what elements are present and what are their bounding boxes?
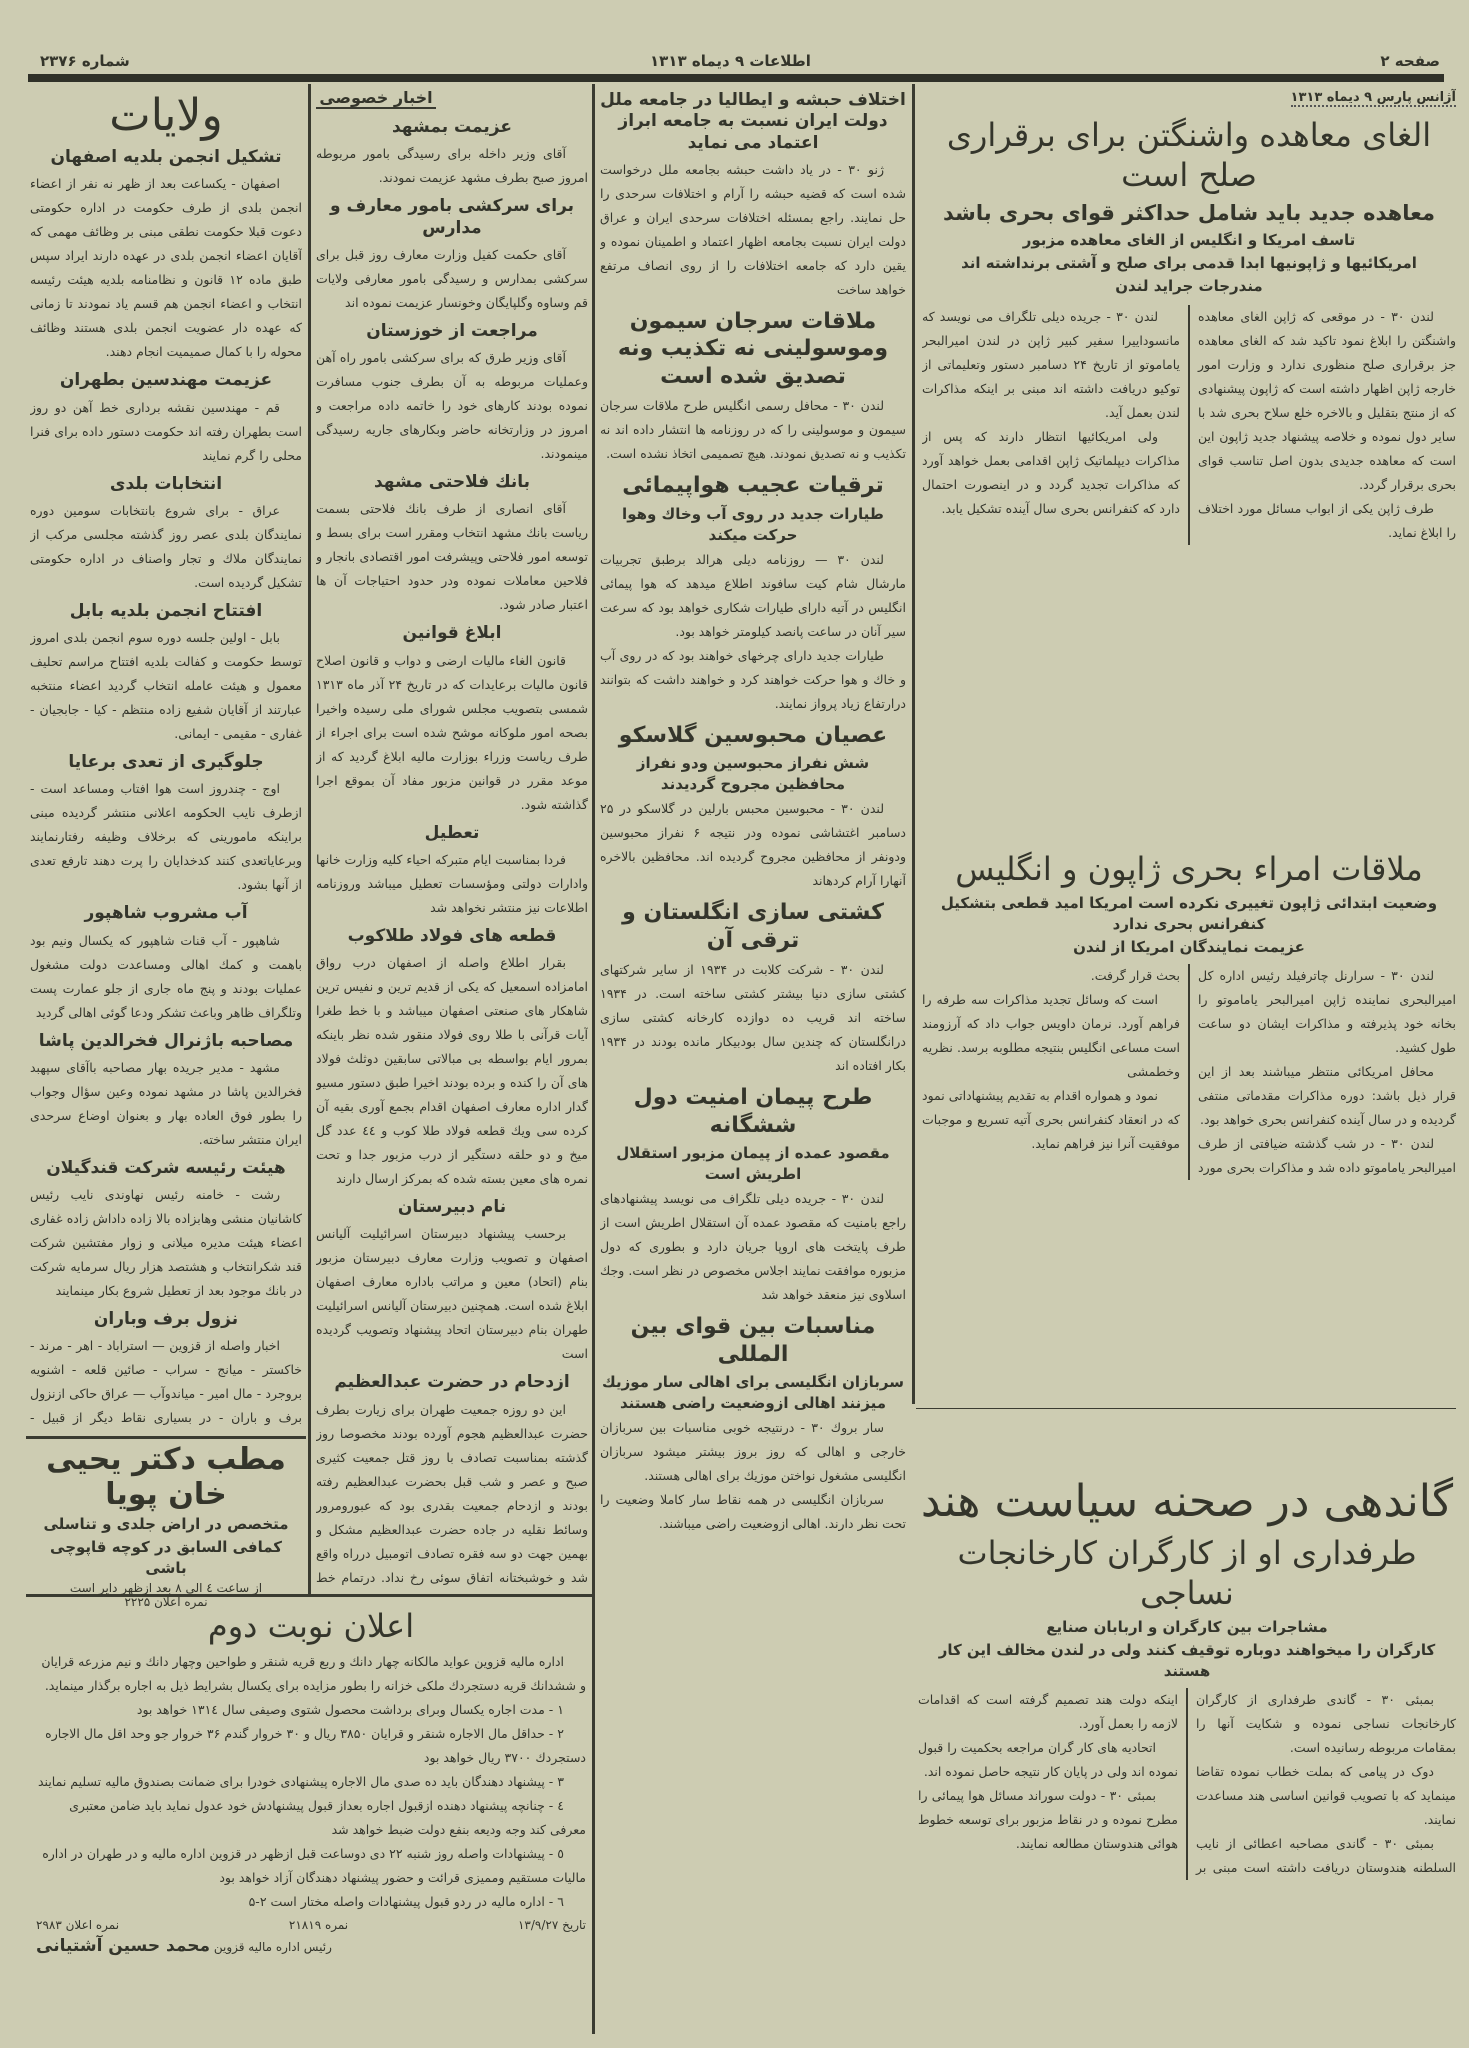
doctor-advertisement <box>30 1442 302 1609</box>
item-title: مصاحبه باژنرال فخرالدین پاشا <box>38 1030 294 1051</box>
news-item <box>30 601 302 746</box>
item-title: انتخابات بلدی <box>109 473 223 494</box>
item-title: عزیمت مهندسین بطهران <box>59 370 273 391</box>
signer-role: رئیس اداره مالیه قزوین <box>213 1940 332 1954</box>
item-title: ازدحام در حضرت عبدالعظیم <box>334 1372 570 1393</box>
headline: ملاقات امراء بحری ژاپون و انگلیس <box>955 850 1423 888</box>
paragraph: سار بروك ۳۰ - درنتیجه خوبی مناسبات بین سربازان خارجی و اهالی که روز بروز بیشتر میشود سربازان انگلیسی مشغول نواختن موزیك برای اهالی هستند. <box>600 1420 906 1484</box>
news-item <box>316 1372 588 1590</box>
news-article <box>600 308 906 467</box>
notice-item: ۳ - پیشنهاد دهندگان باید ده صدی مال الاجاره پیشنهادی خودرا برای ضمانت بصندوق مالیه تسلیم نمایند <box>37 1774 564 1789</box>
masthead <box>30 52 1440 74</box>
news-article <box>600 472 906 716</box>
headline: ملاقات سرجان سیمون وموسولینی نه تکذیب ونه تصدیق شده است <box>617 308 889 389</box>
paragraph: ژنو ۳۰ - در یاد داشت حبشه بجامعه ملل درخواست شده است که قضیه حبشه را آرام و اختلافات سرحدی را حل نمایند. راجع بمسئله اختلافات سرحدی ایران و عراق دولت ایران نسبت بجامعه اظهار اعتماد و اطمینان نموده و یقین دارد که جامعه اختلافات را از روی انصاف مرتفع خواهد ساخت <box>600 161 906 297</box>
paragraph: دوک در پیامی که بملت خطاب نموده تقاضا مینماید که با تصویب قوانین اساسی هند مساعدت نمایند. <box>1196 1764 1456 1827</box>
subheadline: وضعیت ابتدائی ژاپون تغییری نکرده است امریکا امید قطعی بتشکیل کنفرانس بحری ندارد <box>940 894 1438 933</box>
news-item <box>316 472 588 617</box>
item-text: اخبار واصله از قزوین — استراباد - اهر - مرند - خاکستر - میانج - سراب - صائین قلعه - اشنویه بروجرد - مال امیر - میاندوآب — عراق حاکی ازنزول برف و باران - در بسیاری نقاط دیگر از قبیل - <box>30 1338 302 1426</box>
paragraph: سربازان انگلیسی در همه نقاط سار کاملا وضعیت را تحت نظر دارند. اهالی ازوضعیت راضی میباشند. <box>600 1492 906 1532</box>
item-title: تشکیل انجمن بلدیه اصفهان <box>50 147 282 167</box>
signer-name: محمد حسین آشتیانی <box>36 1936 211 1956</box>
column-divider <box>308 84 311 1594</box>
paragraph: لندن ۳۰ - محبوسین محبس بارلین در گلاسکو در ۲۵ دسامبر اغتشاشی نموده ودر نتیجه ۶ نفراز محبوسین ودونفر از محافظین مجروح گردیده اند. محافظین بالاخره آنهارا آرام کردهاند <box>600 801 906 889</box>
paragraph: لندن ۳۰ - سرارنل چاترفیلد رئیس اداره کل امیرالبحری نماینده ژاپن امیرالبحر یاماموتو را بخانه خود پذیرفته و مذاکرات ایشان دو ساعت طول کشید. <box>1198 968 1456 1055</box>
headline: الغای معاهده واشنگتن برای برقراری صلح است <box>946 116 1432 194</box>
item-title: آب مشروب شاهپور <box>84 903 248 924</box>
news-item <box>316 196 588 315</box>
item-text: آقای وزیر داخله برای رسیدگی بامور مربوطه امروز صبح بطرف مشهد عزیمت نمودند. <box>316 146 588 186</box>
news-article <box>600 1084 906 1307</box>
column-divider <box>912 84 915 1404</box>
paragraph: بمبئی ۳۰ - گاندی مصاحبه اعطائی از نایب السلطنه هندوستان دریافت داشته است مبنی بر اینکه دولت هند تصمیم گرفته است که اقدامات لازمه را بعمل آورد. <box>918 1692 1456 1875</box>
item-text: عراق - برای شروع بانتخابات سومین دوره نمایندگان بلدی عصر روز گذشته مجلسی مرکب از نمایندگان ملاك و تجار واصناف در اداره حکومتی تشکیل گردیده است. <box>30 502 302 590</box>
notice-intro: اداره مالیه قزوین عواید مالکانه چهار دانك و ربع قریه شنقر و طواحین وچهار دانك و نیم مزرعه قرایان و ششدانك قریه دستجردك ملکی خزانه را بطور مزایده برای یکسال بشرایط ذیل به اجاره برگذار مینماید. <box>41 1654 586 1693</box>
article-naval-meeting <box>922 845 1456 1403</box>
headline: گاندهی در صحنه سیاست هند <box>920 1476 1454 1527</box>
notice-item: ٥ - پیشنهادات واصله روز شنبه ۲۲ دی دوساعت قبل ازظهر در قزوین اداره مالیه و در طهران در اداره مالیات مستقیم وممیزی قرائت و حضور پیشنهاد دهندگان آزاد خواهد بود <box>42 1846 586 1885</box>
subheadline: کارگران را میخواهند دوباره توقیف کنند ولی در لندن مخالف این کار هستند <box>938 1641 1436 1680</box>
notice-date: تاریخ ۱۳/۹/۲۷ <box>517 1918 586 1932</box>
item-text: این دو روزه جمعیت طهران برای زیارت بطرف حضرت عبدالعظیم هجوم آورده بودند مخصوصا روز گذشته بمناسبت تصادف با روز قتل جمعیت کثیری صبح و عصر و شب قبل بحضرت عبدالعظیم رفته بودند و ازدحام جمعیت بقدری بود که عبورومرور وسائط نقلیه در جاده حضرت عبدالعظیم مشکل و بهمین جهت دو سه فقره تصادف اتومبیل درراه واقع شد و خوشبختانه اتفاق سوئی رخ نداد. درتمام خط <box>316 1401 588 1585</box>
notice-item: ۱ - مدت اجاره یکسال وبرای برداشت محصول شتوی وصیفی سال ۱۳۱٤ خواهد بود <box>136 1702 564 1717</box>
page-number: صفحه ۲ <box>1380 52 1440 70</box>
masthead-rule <box>28 74 1444 82</box>
item-title: نام دبیرستان <box>397 1197 507 1217</box>
paragraph: است که وسائل تجدید مذاکرات سه طرفه را فراهم آورد. نرمان داویس جواب داد که آرزومند است مساعی انگلیس بنتیجه مطلوبه برسد. نظریه وخطمشی <box>922 992 1180 1079</box>
item-title: جلوگیری از تعدی برعایا <box>68 752 264 772</box>
ad-title: مطب دکتر یحیی خان پویا <box>46 1442 286 1512</box>
item-text: بقرار اطلاع واصله از اصفهان درب رواق امامزاده اسمعیل که یکی از قدیم ترین و نفیس ترین شاهکار های صنعتی اصفهان میباشد و با خط طغرا آیات قرآنی با طلا روی فولاد منقور شده نظر باینکه بمرور ایام بواسطه بی مبالاتی سابقین دوثلث فولاد های آن را کنده و برده بودند اخیرا طبق دستور مسیو گدار اداره معارف اصفهان اقدام بجمع آوری بقیه آن کرده سی ویك قطعه فولاد طلا کوب و ٤٤ عدد گل میخ و دو حلقه دستگیر از درب مزبور جدا و تحت نمره های معین بسته شده که بمرکز ارسال دارند <box>316 955 588 1186</box>
news-item <box>30 370 302 467</box>
headline: عصیان محبوسین گلاسکو <box>618 722 888 748</box>
subheadline: طرفداری او از کارگران کارخانجات نساجی <box>957 1534 1417 1612</box>
section-divider <box>916 1408 1456 1409</box>
item-title: قطعه های فولاد طلاکوب <box>347 925 557 946</box>
news-item <box>30 1158 302 1303</box>
news-item <box>316 926 588 1191</box>
agency-dateline: آژانس پارس ۹ دیماه ۱۳۱۳ <box>1290 90 1456 105</box>
section-title: ولایات <box>109 90 223 141</box>
notice-title: اعلان نوبت دوم <box>207 1607 415 1645</box>
subheadline: طیارات جدید در روی آب وخاك وهوا حركت میكند <box>622 504 884 544</box>
notice-item: ٤ - چنانچه پیشنهاد دهنده ازقبول اجاره بعداز قبول پیشنهادش خود عدول نماید باید ضامن معتبری معرفی کند وجه ودیعه بنفع دولت ضبط خواهد شد <box>69 1798 586 1837</box>
paragraph: ولی امریکائیها انتظار دارند که پس از مذاکرات دیپلماتیک ژاپن اقدامی بعمل خواهد آورد که مذاکرات تجدید گردد و در اینصورت احتمال دارد که کنفرانس بحری سال آینده تشکیل یابد. <box>922 429 1180 517</box>
paragraph: طیارات جدید دارای چرخهای خواهند بود که در روی آب و خاك و هوا حرکت خواهند کرد و خواهند داشت که بتوانند درارتفاع زیاد پرواز نمایند. <box>600 647 906 711</box>
ad-number: نمره اعلان ۲۲۲۵ <box>124 1595 208 1609</box>
news-item <box>30 1309 302 1432</box>
news-item <box>316 321 588 466</box>
headline: کشتی سازی انگلستان و ترقی آن <box>622 900 884 953</box>
headline: مناسبات بین قوای بین المللی <box>630 1314 876 1367</box>
paragraph: لندن ۳۰ - در موقعی که ژاپن الغای معاهده واشنگتن را ابلاغ نمود تاکید شد که الغای معاهده جز برقراری صلح منظوری ندارد و وزارت امور خارجه ژاپن اظهار داشته است که ژاپون پیشنهادی که از منتج بتقلیل و بالاخره خلع سلاح بحری شد با سایر دول نموده و خلاصه پیشنهاد جدید ژاپون این است که معاهده جدیدی بدون اصل تناسب قوای بحری برقرار گردد. <box>1198 309 1456 493</box>
section-label: اخبار خصوصی <box>316 88 436 109</box>
item-text: آقای انصاری از طرف بانك فلاحتی بسمت ریاست بانك مشهد انتخاب ومقرر است برای بسط و توسعه امور فلاحتی وپیشرفت امور اقتصادی بانجار و فلاحین معاملات نموده ودر حدود احتیاجات آن ها اعتبار صادر شود. <box>316 501 588 613</box>
news-article <box>600 899 906 1078</box>
item-title: برای سرکشی بامور معارف و مدارس <box>329 196 575 238</box>
item-text: قانون الغاء مالیات ارضی و دواب و قانون اصلاح قانون مالیات برعایدات که در تاریخ ۲۴ آذر ماه ۱۳۱۳ شمسی بتصویب مجلس شورای ملی رسیده واخیرا بصحه امور ملوکانه موشح شده است برای اجراء از طرف ریاست وزراء بوزارت مالیه ابلاغ گردید که از موعد مقرر در قوانین مزبور مفاد آن بموقع اجرا گذاشته شود. <box>316 652 588 812</box>
subheadline: شش نفراز محبوسین ودو نفراز محافظین مجروح گردیدند <box>636 754 870 794</box>
item-title: هیئت رئیسه شرکت قندگیلان <box>46 1157 286 1178</box>
item-title: عزیمت بمشهد <box>391 117 512 137</box>
item-text: قم - مهندسین نقشه برداری خط آهن دو روز است بطهران رفته اند حکومت دستور داده برای فنرا محلی را گرم نمایند <box>30 399 302 463</box>
newspaper-date: اطلاعات ۹ دیماه ۱۳۱۳ <box>650 52 811 70</box>
news-item <box>30 147 302 364</box>
notice-ad-number: نمره اعلان ۲۹۸۳ <box>36 1918 120 1932</box>
news-item <box>30 474 302 595</box>
paragraph: لندن ۳۰ - در شب گذشته ضیافتی از طرف امیرالبحر یاماموتو داده شد و مذاکرات بحری مورد بحث قرار گرفت. <box>1090 968 1456 1175</box>
item-text: آقای وزیر طرق که برای سرکشی بامور راه آهن وعملیات مربوطه به آن بطرف جنوب مسافرت نموده بودند کارهای خود را خاتمه داده مراجعت و امروز در وزارتخانه حاضر وبکارهای جاریه رسیدگی مینمودند. <box>316 350 588 461</box>
provinces-column <box>30 84 302 1432</box>
item-title: مراجعت از خوزستان <box>366 320 538 341</box>
column-divider <box>592 84 595 2034</box>
subheadline: عزیمت نمایندگان امریکا از لندن <box>1073 938 1305 956</box>
news-item <box>30 903 302 1024</box>
paragraph: بمبئی ۳۰ - گاندی طرفداری از کارگران کارخانجات نساجی نموده و شکایت آنها را بمقامات مربوطه رسانیده است. <box>1196 1692 1456 1755</box>
news-article <box>600 90 906 302</box>
news-article <box>600 722 906 894</box>
item-text: آقای حکمت کفیل وزارت معارف روز قبل برای سرکشی بمدارس و رسیدگی بامور معارفی ولایات قم وساوه وگلپایگان وخونسار عزیمت نموده اند <box>316 246 588 310</box>
ad-address: کمافی السابق در کوچه قاپوچی باشی <box>50 1538 282 1577</box>
subheadline: سربازان انگلیسی برای اهالی سار موزیك میزنند اهالی ازوضعیت راضی هستند <box>602 1373 904 1413</box>
news-item <box>30 752 302 897</box>
news-item <box>316 823 588 920</box>
item-title: ابلاغ قوانین <box>402 623 502 644</box>
item-text: بابل - اولین جلسه دوره سوم انجمن بلدی امروز توسط حکومت و کفالت بلدیه افتتاح مراسم تحلیف معمول و هیئت عامله انتخاب گردید اعضاء منتخبه عبارتند از آقایان شفیع زاده منتظم - کیا - جابجیان - غفاری - مقیمی - ایمانی. <box>30 630 302 741</box>
paragraph: لندن ۳۰ — روزنامه دیلی هرالد برطبق تجربیات مارشال شام کیت سافوند اطلاع میدهد که هوا پیمائی انگلیس در آتیه دارای طیارات شکاری خواهد بود که سرعت سیر آنان در ساعت پانصد کیلومتر خواهد بود. <box>600 551 906 639</box>
private-news-column <box>316 84 588 1590</box>
subheadline: مقصود عمده از پیمان مزبور استقلال اطریش است <box>616 1144 890 1184</box>
subheadline: مشاجرات بین کارگران و اربابان صنایع <box>1046 1618 1328 1636</box>
item-text: مشهد - مدیر جریده بهار مصاحبه باآقای سپهبد فخرالدین پاشا در مشهد نموده وعین سؤال وجواب را بطور فوق العاده بهار و بعنوان اوضاع سرحدی ایران منتشر ساخته. <box>30 1059 302 1147</box>
news-item <box>316 117 588 190</box>
headline: ترقیات عجیب هواپیمائی <box>622 473 884 499</box>
news-item <box>316 623 588 816</box>
item-text: فردا بمناسبت ایام متبرکه احیاء کلیه وزارت خانها وادارات دولتی ومؤسسات تعطیل میباشد وروزنامه اطلاعات نیز منتشر نخواهد شد <box>316 851 588 915</box>
subheadline: امریکائیها و ژاپونیها ابدا قدمی برای صلح و آشتی برنداشته اند <box>961 254 1417 273</box>
subheadline: مندرجات جراید لندن <box>1115 277 1263 296</box>
item-text: اوج - چندروز است هوا افتاب ومساعد است - ازطرف نایب الحکومه اعلانی منتشر گردیده مبنی براینکه مامورینی که برخلاف وظیفه رفتارنمایند وبرعایاتعدی کنند کدخدایان را پرت دهند تارفع تعدی از آنها بشود. <box>30 781 302 893</box>
issue-number: شماره ۲۳۷۶ <box>40 52 130 70</box>
item-title: بانك فلاحتی مشهد <box>373 472 531 492</box>
paragraph: لندن ۳۰ - محافل رسمی انگلیس طرح ملاقات سرجان سیمون و موسولینی را که در روزنامه ها انتشار داده اند نه تکذیب و نه تصدیق نمودند. هیچ تصمیمی اتخاذ نشده است. <box>600 398 906 462</box>
paragraph: لندن ۳۰ - جریده دیلی تلگراف می نویسد که مانسوداییرا سفیر کبیر ژاپن در لندن امیرالبحر یاماموتو از تاریخ ۲۴ دسامبر دستور وتعلیماتی از توکیو دریافت داشته اند مبنی بر اینکه مذاکرات لندن بعمل آید. <box>922 309 1181 421</box>
headline: طرح پیمان امنیت دول ششگانه <box>633 1085 873 1138</box>
news-article <box>600 1313 906 1536</box>
notice-number: نمره ۲۱۸۱۹ <box>288 1918 349 1932</box>
news-item <box>30 1031 302 1152</box>
article-washington-treaty <box>922 86 1456 836</box>
paragraph: نمود و همواره اقدام به تقدیم پیشنهاداتی نمود که در انعقاد کنفرانس بحری آتیه تسریع و موجبات موفقیت آنرا نیز فراهم نماید. <box>922 1088 1180 1151</box>
item-title: افتتاح انجمن بلدیه بابل <box>69 600 263 621</box>
foreign-news-column <box>600 86 906 2036</box>
ad-specialty: متخصص در اراض جلدی و تناسلی <box>43 1515 289 1533</box>
item-text: شاهپور - آب قنات شاهپور که یکسال ونیم بود باهمت و کمك اهالی ومساعدت دولت مشغول عملیات بودند و پنج ماه جاری از جلو عمارت پست وتلگراف ظاهر وباعث تشکر ودعا گوئی اهالی گردید <box>30 932 302 1020</box>
paragraph: لندن ۳۰ - شرکت کلابت در ۱۹۳۴ از سایر شرکتهای کشتی سازی دنیا بیشتر کشتی ساخته است. در ۱۹۳۴ ساخته اند قریب ده دوازده کارخانه کشتی سازی درانگلستان که چندین سال بودبیکار مانده بودند در ۱۹۳۴ بکار افتاده اند <box>600 962 906 1074</box>
notice-item: ٦ - اداره مالیه در ردو قبول پیشنهادات واصله مختار است ۲-۵ <box>248 1894 564 1909</box>
item-text: رشت - خامنه رئیس نهاوندی نایب رئیس کاشانیان منشی وهابزاده بالا زاده داداش زاده غفاری اعضاء هیئت مدیره میلانی و زوار مفتشین شرکت قند شکرانتخاب و هشتصد هزار ریال سرمایه شرکت در بانك موجود بعد از تعطیل شروع بکار مینمایند <box>30 1187 302 1298</box>
headline: اختلاف حبشه و ایطالیا در جامعه ملل دولت ایران نسبت به جامعه ابراز اعتماد می نماید <box>600 90 906 153</box>
item-text: برحسب پیشنهاد دبیرستان اسرائیلیت آلیانس اصفهان و تصویب وزارت معارف دبیرستان مزبور بنام (اتحاد) معین و مراتب باداره معارف اصفهان ابلاغ شده است. همچنین دبیرستان آلیانس اسرائیلیت طهران بنام دبیرستان اتحاد پیشنهاد وتصویب گردیده است <box>316 1226 588 1362</box>
subheadline: تاسف امریکا و انگلیس از الغای معاهده مزبور <box>1022 231 1356 250</box>
item-title: تعطیل <box>424 822 480 843</box>
public-notice <box>36 1602 586 2042</box>
ad-hours: از ساعت ٤ الی ٨ بعد ازظهر دایر است <box>69 1581 263 1595</box>
article-gandhi <box>918 1470 1456 2035</box>
item-text: اصفهان - یکساعت بعد از ظهر نه نفر از اعضاء انجمن بلدی از طرف حکومت در اداره حکومتی دعوت قبلا حکومت نطقی مبنی بر وظائف مهمی که آقایان اعضاء انجمن بلدی در عهده دارند ایراد سپس طبق ماده ۱۲ قانون و نظامنامه بلدیه هیئت رئیسه انتخاب و اعضاء انجمن هم قسم یاد نمودند تا زمانی که عهده دار عضویت انجمن بلدی هستند وظائف محوله را با کمال صمیمیت انجام دهند. <box>30 176 302 360</box>
ad-divider <box>26 1436 306 1439</box>
subheadline: معاهده جدید باید شامل حداکثر قوای بحری باشد <box>943 201 1435 225</box>
paragraph: لندن ۳۰ - جریده دیلی تلگراف می نویسد پیشنهادهای راجع بامنیت که مقصود عمده آن استقلال اطریش است از طرف پایتخت های اروپا جریان دارد و بطوری که دول مزبوره موافقت نمایند اجلاس مخصوص در نظر است. وجك اسلاوی نیز منعقد خواهد شد <box>600 1191 906 1303</box>
paragraph: طرف ژاپن یکی از ابواب مسائل مورد اختلاف را ابلاغ نماید. <box>1198 501 1456 541</box>
paragraph: بمبئی ۳۰ - دولت سوراند مسائل هوا پیمائی را مطرح نموده و در نقاط مزبور برای توسعه خطوط هوائی هندوستان مطالعه نمایند. <box>918 1788 1178 1851</box>
paragraph: محافل امریکائی منتظر میباشند بعد از این قرار ذیل باشد: دوره مذاکرات مقدماتی منتفی گردیده و در سال آینده کنفرانس بحری خواهد بود. <box>1198 1064 1456 1127</box>
item-title: نزول برف وباران <box>93 1309 239 1329</box>
paragraph: اتحادیه های کار گران مراجعه بحکمیت را قبول نموده اند ولی در پایان کار نتیجه حاصل نموده اند. <box>918 1740 1178 1779</box>
notice-item: ۲ - حداقل مال الاجاره شنقر و قرایان ۳۸۵۰ ریال و ۳۰ خروار گندم ۳۶ خروار جو وحد اقل مال الاجاره دستجردك ۳۷۰۰ ریال خواهد بود <box>45 1726 586 1765</box>
news-item <box>316 1197 588 1366</box>
